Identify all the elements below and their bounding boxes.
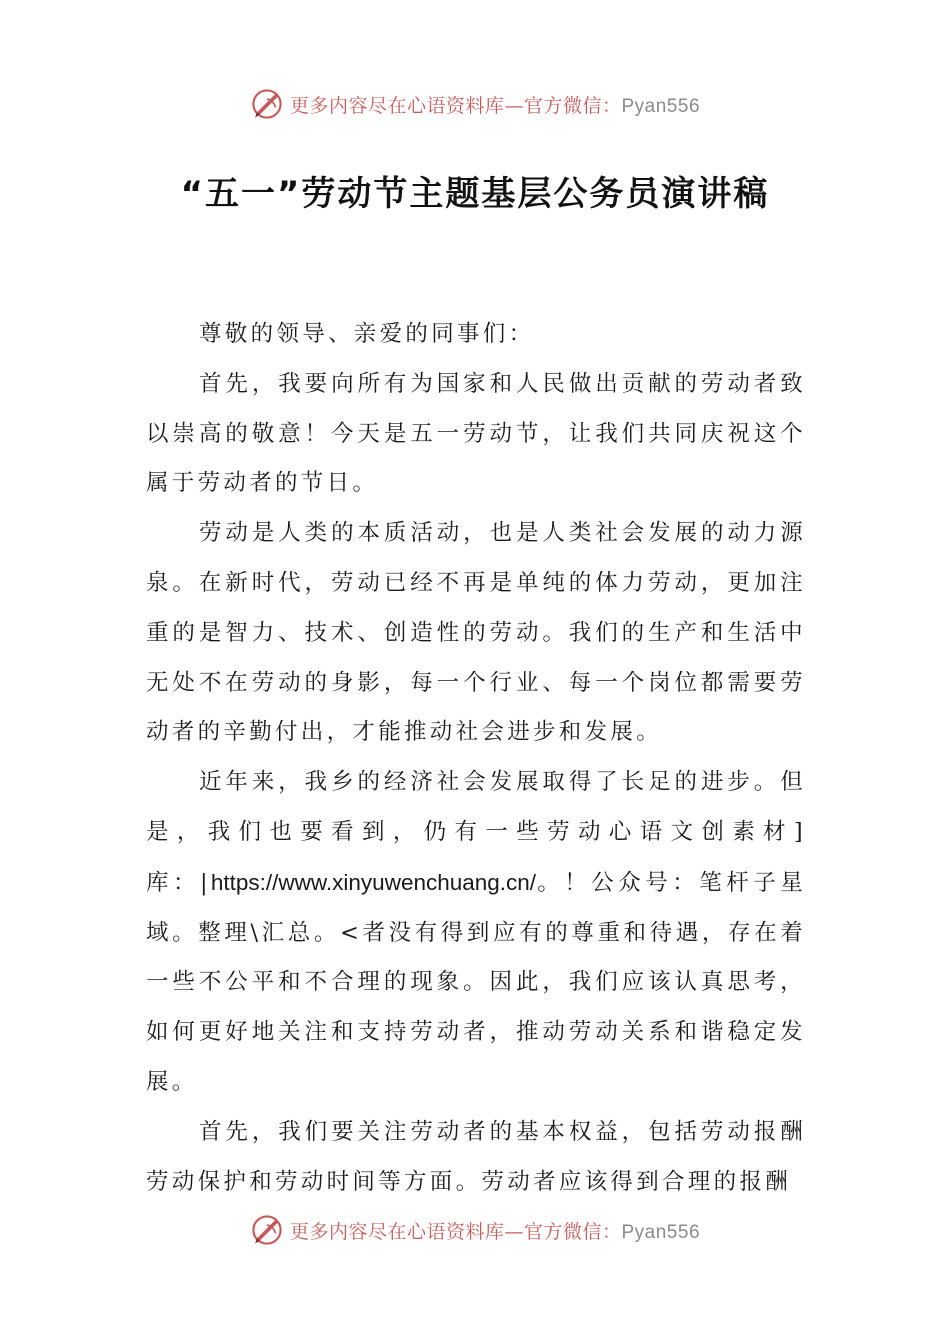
quill-logo-icon	[250, 1213, 284, 1247]
paragraph-3-part-2: 。！公众号：笔杆子星域。整理\汇总。<者没有得到应有的尊重和待遇，存在着一些不公平和不合理的现象。因此，我们应该认真思考，如何更好地关注和支持劳动者，推动劳动关系和谐稳定发展。	[146, 869, 806, 1095]
header-banner-text: 更多内容尽在心语资料库—官方微信：Pyan556	[289, 94, 701, 117]
paragraph-4: 首先，我们要关注劳动者的基本权益，包括劳动报酬劳动保护和劳动时间等方面。劳动者应该得到合理的报酬	[146, 1118, 806, 1195]
header-banner-brand: Pyan556	[621, 95, 701, 117]
paragraph-2: 劳动是人类的本质活动，也是人类社会发展的动力源泉。在新时代，劳动已经不再是单纯的体力劳动，更加注重的是智力、技术、创造性的劳动。我们的生产和生活中无处不在劳动的身影，每一个行业、每一个岗位都需要劳动者的辛勤付出，才能推动社会进步和发展。	[146, 520, 806, 746]
header-banner	[0, 84, 950, 124]
footer-banner-text: 更多内容尽在心语资料库—官方微信：Pyan556	[289, 1220, 701, 1243]
footer-banner	[0, 1210, 950, 1250]
footer-banner-brand: Pyan556	[621, 1221, 701, 1243]
document-body	[146, 310, 806, 1207]
source-url: https://www.xinyuwenchuang.cn/	[210, 869, 537, 895]
quill-logo-icon	[250, 87, 284, 121]
paragraph-3-part-1: 近年来，我乡的经济社会发展取得了长足的进步。但是，我们也要看到，仍有一些劳动心语文创素材]库：|	[146, 769, 806, 896]
salutation: 尊敬的领导、亲爱的同事们：	[199, 321, 535, 347]
paragraph-1: 首先，我要向所有为国家和人民做出贡献的劳动者致以崇高的敬意！今天是五一劳动节，让我们共同庆祝这个属于劳动者的节日。	[146, 370, 806, 497]
document-title: “五一”劳动节主题基层公务员演讲稿	[180, 174, 770, 214]
paragraph-3	[146, 758, 806, 1108]
